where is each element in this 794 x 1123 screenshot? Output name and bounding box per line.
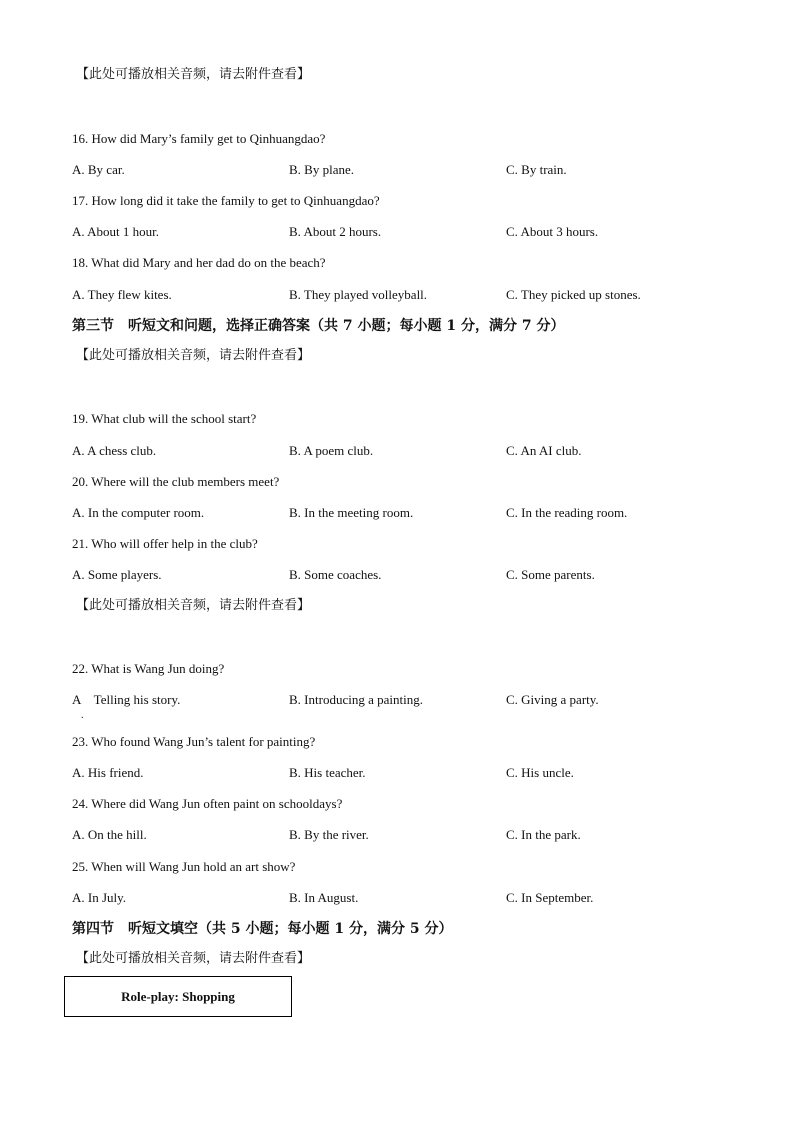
q20-option-b: B. In the meeting room. <box>289 505 414 520</box>
question-20: 20. Where will the club members meet? <box>72 474 280 489</box>
audio-note: 【此处可播放相关音频，请去附件查看】 <box>76 67 311 82</box>
roleplay-title: Role-play: Shopping <box>121 988 235 1004</box>
audio-note: 【此处可播放相关音频，请去附件查看】 <box>76 598 311 613</box>
section-4-heading: 第四节 听短文填空（共 5 小题；每小题 1 分，满分 5 分） <box>72 921 453 937</box>
question-16: 16. How did Mary’s family get to Qinhuangdao? <box>72 131 326 146</box>
q16-option-b: B. By plane. <box>289 162 354 177</box>
question-21: 21. Who will offer help in the club? <box>72 536 258 551</box>
roleplay-title-box <box>64 976 292 1017</box>
q24-option-c: C. In the park. <box>506 827 581 842</box>
q18-option-a: A. They flew kites. <box>72 287 172 302</box>
q16-option-c: C. By train. <box>506 162 567 177</box>
q21-option-a: A. Some players. <box>72 567 162 582</box>
q25-option-b: B. In August. <box>289 890 359 905</box>
q20-option-a: A. In the computer room. <box>72 505 205 520</box>
question-25: 25. When will Wang Jun hold an art show? <box>72 859 296 874</box>
q22-option-a: A Telling his story. <box>72 692 181 707</box>
q17-option-a: A. About 1 hour. <box>72 224 160 239</box>
q17-option-c: C. About 3 hours. <box>506 224 599 239</box>
q24-option-b: B. By the river. <box>289 827 369 842</box>
question-19: 19. What club will the school start? <box>72 411 257 426</box>
question-17: 17. How long did it take the family to get to Qinhuangdao? <box>72 193 380 208</box>
q21-option-c: C. Some parents. <box>506 567 595 582</box>
q19-option-b: B. A poem club. <box>289 443 374 458</box>
question-24: 24. Where did Wang Jun often paint on schooldays? <box>72 796 343 811</box>
q20-option-c: C. In the reading room. <box>506 505 628 520</box>
question-23: 23. Who found Wang Jun’s talent for painting? <box>72 734 316 749</box>
q18-option-b: B. They played volleyball. <box>289 287 428 302</box>
audio-note: 【此处可播放相关音频，请去附件查看】 <box>76 348 311 363</box>
question-18: 18. What did Mary and her dad do on the beach? <box>72 255 326 270</box>
section-3-heading: 第三节 听短文和问题，选择正确答案（共 7 小题；每小题 1 分，满分 7 分） <box>72 318 565 334</box>
q23-option-b: B. His teacher. <box>289 765 366 780</box>
q25-option-c: C. In September. <box>506 890 594 905</box>
q16-option-a: A. By car. <box>72 162 125 177</box>
audio-note: 【此处可播放相关音频，请去附件查看】 <box>76 951 311 966</box>
q21-option-b: B. Some coaches. <box>289 567 382 582</box>
q23-option-c: C. His uncle. <box>506 765 574 780</box>
q22-option-c: C. Giving a party. <box>506 692 599 707</box>
q19-option-a: A. A chess club. <box>72 443 157 458</box>
q18-option-c: C. They picked up stones. <box>506 287 641 302</box>
question-22: 22. What is Wang Jun doing? <box>72 661 225 676</box>
q23-option-a: A. His friend. <box>72 765 144 780</box>
q17-option-b: B. About 2 hours. <box>289 224 382 239</box>
q24-option-a: A. On the hill. <box>72 827 147 842</box>
q22-option-b: B. Introducing a painting. <box>289 692 423 707</box>
dot-mark: . <box>81 710 84 721</box>
q25-option-a: A. In July. <box>72 890 127 905</box>
q19-option-c: C. An AI club. <box>506 443 582 458</box>
